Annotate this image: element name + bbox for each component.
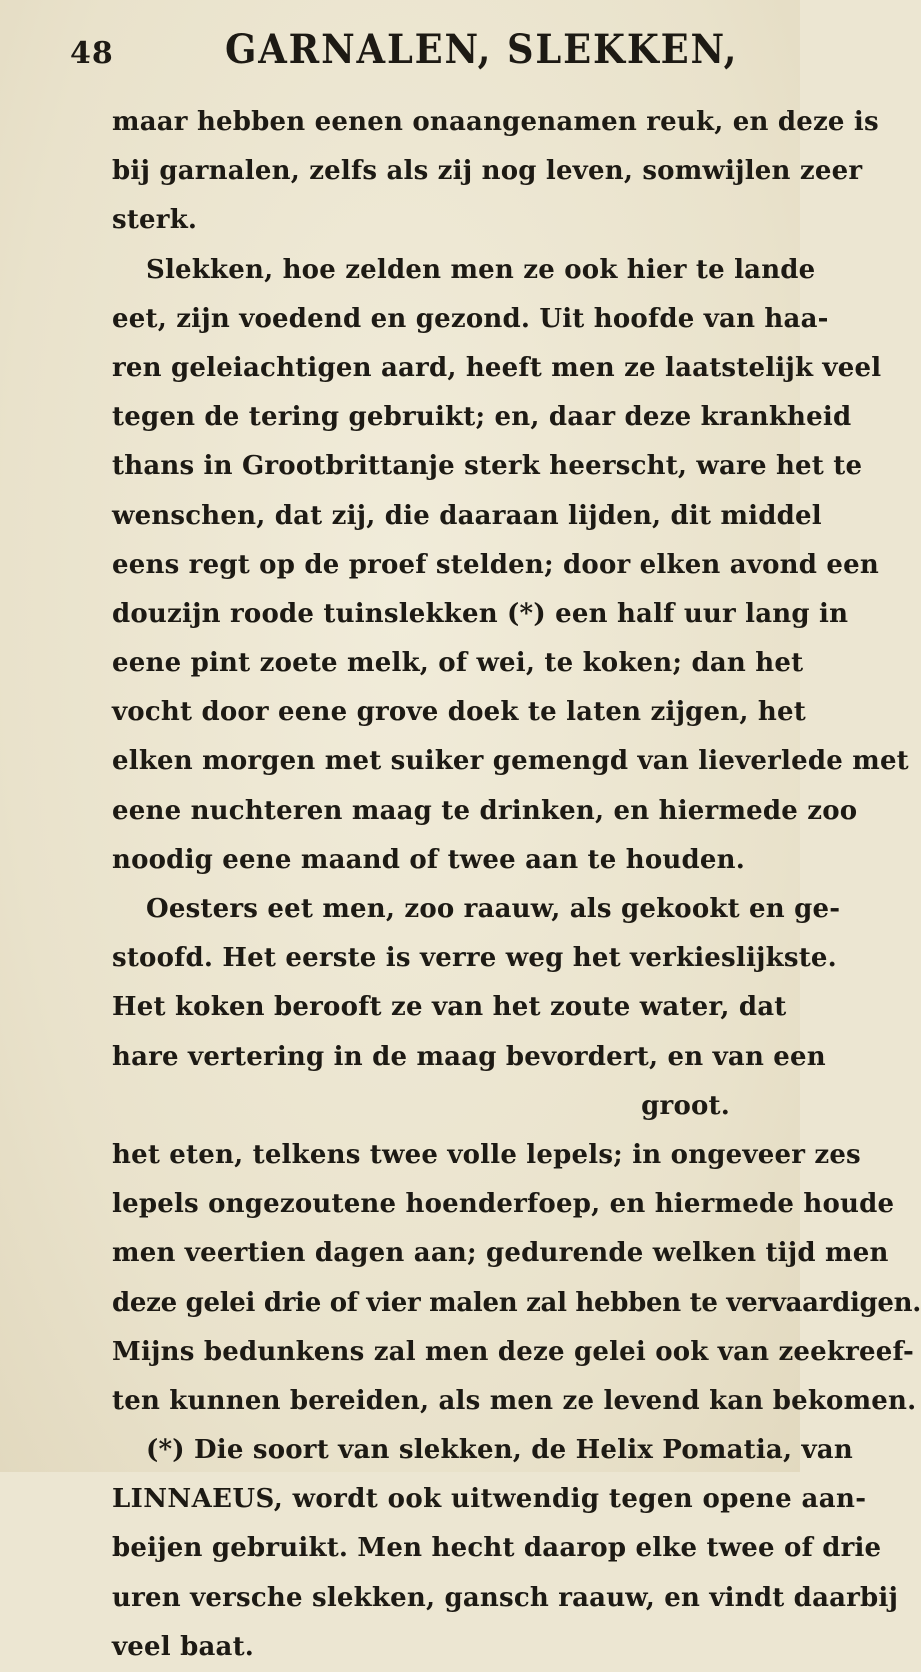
text-line: eene nuchteren maag te drinken, en hiermede zoo [112,795,858,826]
text-line: Mijns bedunkens zal men deze gelei ook van zeekreef- [112,1336,914,1367]
text-line: wenschen, dat zij, die daaraan lijden, dit middel [112,500,822,531]
footnote-line: (*) Die soort van slekken, de Helix Pomatia, van [146,1435,853,1466]
footnote-line: beijen gebruikt. Men hecht daarop elke twee of drie [112,1533,882,1564]
text-line: noodig eene maand of twee aan te houden. [112,844,745,875]
text-line: eet, zijn voedend en gezond. Uit hoofde van haa- [112,303,829,334]
text-line: thans in Grootbrittanje sterk heerscht, ware het te [112,451,863,482]
text-line: tegen de tering gebruikt; en, daar deze krankheid [112,402,852,433]
text-line: ten kunnen bereiden, als men ze levend kan bekomen. [112,1385,917,1416]
footnote-line: veel baat. [112,1631,255,1662]
text-line: douzijn roode tuinslekken (*) een half uur lang in [112,598,849,629]
text-line: eens regt op de proef stelden; door elken avond een [112,549,880,580]
footnote-line: LINNAEUS, wordt ook uitwendig tegen opene aan- [112,1484,867,1515]
text-line: het eten, telkens twee volle lepels; in ongeveer zes [112,1139,861,1170]
text-line: deze gelei drie of vier malen zal hebben te vervaardigen. [112,1287,921,1318]
text-line: Slekken, hoe zelden men ze ook hier te lande [146,254,816,285]
text-line: lepels ongezoutene hoenderfoep, en hiermede houde [112,1189,895,1220]
text-line: Het koken berooft ze van het zoute water, dat [112,992,787,1023]
text-line: maar hebben eenen onaangenamen reuk, en deze is [112,107,879,137]
body-text [112,98,921,1672]
text-line: elken morgen met suiker gemengd van lieverlede met [112,746,909,777]
text-line: sterk. [112,205,198,236]
text-line: men veertien dagen aan; gedurende welken tijd men [112,1238,889,1269]
text-line: eene pint zoete melk, of wei, te koken; dan het [112,648,804,679]
page-number: 48 [70,36,114,71]
text-line: ren geleiachtigen aard, heeft men ze laatstelijk veel [112,352,882,383]
text-line: hare vertering in de maag bevordert, en van een [112,1041,826,1072]
text-line: bij garnalen, zelfs als zij nog leven, somwijlen zeer [112,156,863,187]
text-line: vocht door eene grove doek te laten zijgen, het [112,697,806,728]
text-line: groot. [641,1090,730,1121]
running-head [70,22,739,82]
footnote-line: uren versche slekken, gansch raauw, en vindt daarbij [112,1582,899,1613]
text-line: Oesters eet men, zoo raauw, als gekookt en ge- [146,894,841,924]
running-title: GARNALEN, SLEKKEN, [225,26,739,73]
text-line: stoofd. Het eerste is verre weg het verkieslijkste. [112,943,837,974]
